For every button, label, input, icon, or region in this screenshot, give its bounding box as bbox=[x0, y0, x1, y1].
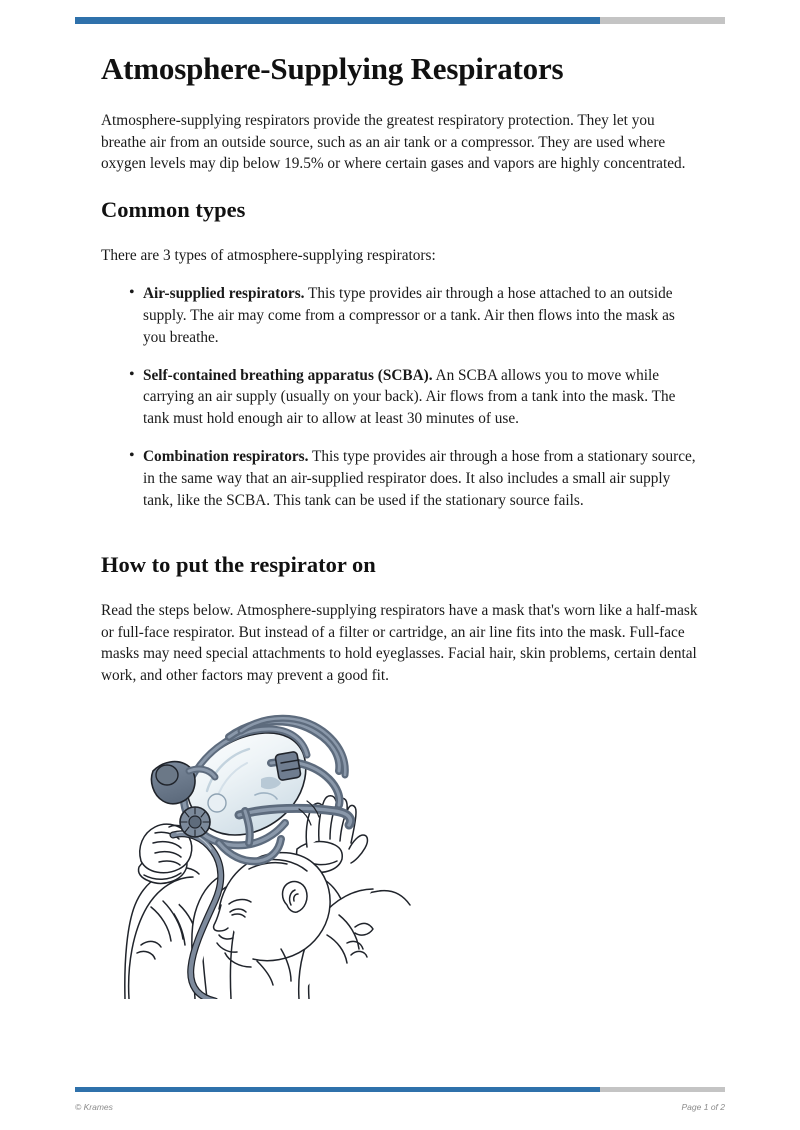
intro-paragraph: Atmosphere-supplying respirators provide the greatest respiratory protection. They let you breathe air from an outside source, such as an air tank or a compressor. They are used where oxygen levels may dip below 19.5% or where certain gases and vapors are highly concentrated. bbox=[101, 111, 686, 173]
section-spacer bbox=[101, 532, 701, 552]
respirator-type-list bbox=[101, 283, 701, 512]
header-rule-accent bbox=[75, 17, 600, 24]
page-title: Atmosphere-Supplying Respirators bbox=[101, 51, 564, 86]
how-to-paragraph: Read the steps below. Atmosphere-supplying respirators have a mask that's worn like a half-mask or full-face respirator. But instead of a filter or cartridge, an air line fits into the mask. Full-face masks may need special attachments to hold eyeglasses. Facial hair, skin problems, certain dental work, and other factors may prevent a good fit. bbox=[101, 601, 698, 685]
list-item bbox=[101, 446, 701, 512]
document-body bbox=[101, 52, 701, 999]
footer-rule-accent bbox=[75, 1087, 600, 1092]
page-footer bbox=[75, 1102, 725, 1112]
section-heading-common-types: Common types bbox=[101, 197, 246, 223]
list-item-term: Self-contained breathing apparatus (SCBA). bbox=[143, 366, 433, 384]
header-rule-track bbox=[75, 17, 725, 24]
list-item-text: This type provides air through a hose attached to an outside supply. The air may come from a compressor or a tank. Air then flows into the mask as you breathe. bbox=[143, 285, 675, 346]
footer-page-number: Page 1 of 2 bbox=[681, 1102, 725, 1112]
list-item-text: An SCBA allows you to move while carrying an air supply (usually on your back). Air flows from a tank into the mask. The tank must hold enough air to allow at least 30 minutes of use. bbox=[143, 366, 676, 428]
list-item bbox=[101, 283, 701, 349]
footer-rule-track bbox=[75, 1087, 725, 1092]
common-types-lead-in: There are 3 types of atmosphere-supplying respirators: bbox=[101, 247, 436, 265]
list-item-text: This type provides air through a hose from a stationary source, in the same way that an air-supplied respirator does. It also includes a small air supply tank, like the SCBA. This tank can be used if the stationary source fails. bbox=[143, 448, 696, 509]
footer-copyright: © Krames bbox=[75, 1102, 113, 1112]
strap-buckle bbox=[275, 751, 301, 780]
exhalation-valve bbox=[180, 807, 210, 837]
respirator-illustration-svg bbox=[111, 709, 411, 999]
respirator-illustration bbox=[111, 709, 411, 999]
list-item bbox=[101, 365, 701, 431]
list-item-term: Combination respirators. bbox=[143, 448, 309, 466]
list-item-term: Air-supplied respirators. bbox=[143, 285, 305, 303]
section-heading-how-to: How to put the respirator on bbox=[101, 551, 376, 577]
